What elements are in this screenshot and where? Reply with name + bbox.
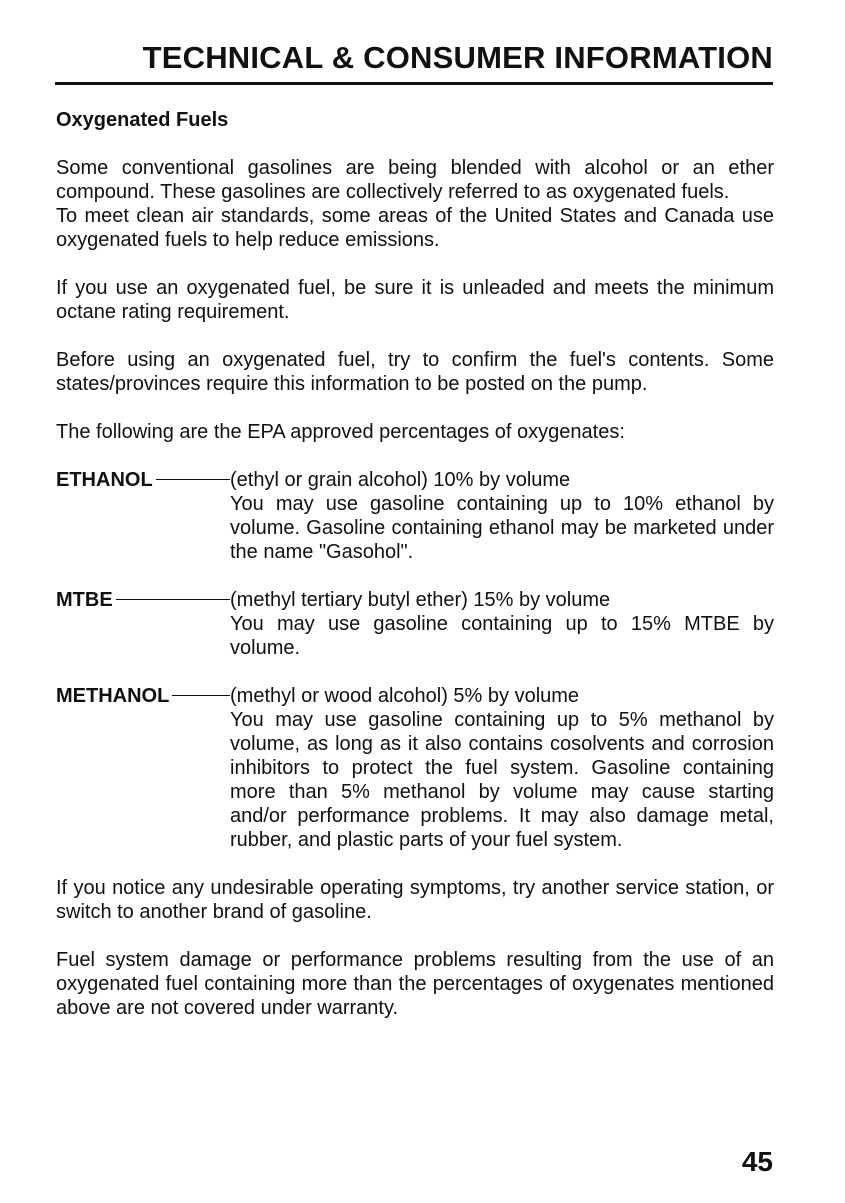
paragraph-intro-text: Some conventional gasolines are being blended with alcohol or an ether compound. These gasolines are collectively referred to as oxygenated fuels.	[56, 157, 774, 203]
header-rule	[55, 82, 773, 85]
paragraph-confirm	[56, 348, 774, 396]
oxygenate-description: You may use gasoline containing up to 15% MTBE by volume.	[230, 613, 774, 659]
paragraph-clean-air	[56, 204, 774, 252]
paragraph-approved-intro-text: The following are the EPA approved percentages of oxygenates:	[56, 421, 625, 443]
paragraph-unleaded	[56, 276, 774, 324]
oxygenate-name: ETHANOL	[56, 469, 153, 491]
paragraph-unleaded-text: If you use an oxygenated fuel, be sure it is unleaded and meets the minimum octane rating requirement.	[56, 277, 774, 323]
paragraph-symptoms	[56, 876, 774, 924]
leader-line	[156, 479, 230, 480]
paragraph-confirm-text: Before using an oxygenated fuel, try to confirm the fuel's contents. Some states/provinces require this information to be posted on the pump.	[56, 349, 774, 395]
page-number: 45	[741, 1146, 773, 1177]
paragraph-intro	[56, 156, 774, 204]
paragraph-clean-air-text: To meet clean air standards, some areas of the United States and Canada use oxygenated fuels to help reduce emissions.	[56, 205, 774, 251]
paragraph-warranty	[56, 948, 774, 1020]
oxygenate-detail: (methyl tertiary butyl ether) 15% by volume	[230, 589, 611, 611]
oxygenate-entry-mtbe	[56, 588, 774, 660]
paragraph-warranty-text: Fuel system damage or performance problems resulting from the use of an oxygenated fuel containing more than the percentages of oxygenates mentioned above are not covered under warranty.	[56, 949, 774, 1019]
oxygenate-entry-ethanol	[56, 468, 774, 564]
oxygenate-name: MTBE	[56, 589, 113, 611]
leader-line	[172, 695, 230, 696]
section-heading: Oxygenated Fuels	[56, 109, 229, 131]
oxygenate-detail: (ethyl or grain alcohol) 10% by volume	[230, 469, 571, 491]
page-title: TECHNICAL & CONSUMER INFORMATION	[142, 40, 773, 75]
oxygenate-description: You may use gasoline containing up to 10% ethanol by volume. Gasoline containing ethanol may be marketed under the name "Gasohol".	[230, 493, 774, 563]
oxygenate-entry-methanol	[56, 684, 774, 852]
page-content	[56, 108, 774, 1044]
oxygenate-detail: (methyl or wood alcohol) 5% by volume	[230, 685, 580, 707]
paragraph-approved-intro	[56, 420, 774, 444]
oxygenate-description: You may use gasoline containing up to 5% methanol by volume, as long as it also contains cosolvents and corrosion inhibitors to protect the fuel system. Gasoline containing more than 5% methanol by volume may cause starting and/or performance problems. It may also damage metal, rubber, and plastic parts of your fuel system.	[230, 709, 774, 851]
paragraph-symptoms-text: If you notice any undesirable operating symptoms, try another service station, or switch to another brand of gasoline.	[56, 877, 774, 923]
oxygenate-name: METHANOL	[56, 685, 170, 707]
leader-line	[116, 599, 230, 600]
